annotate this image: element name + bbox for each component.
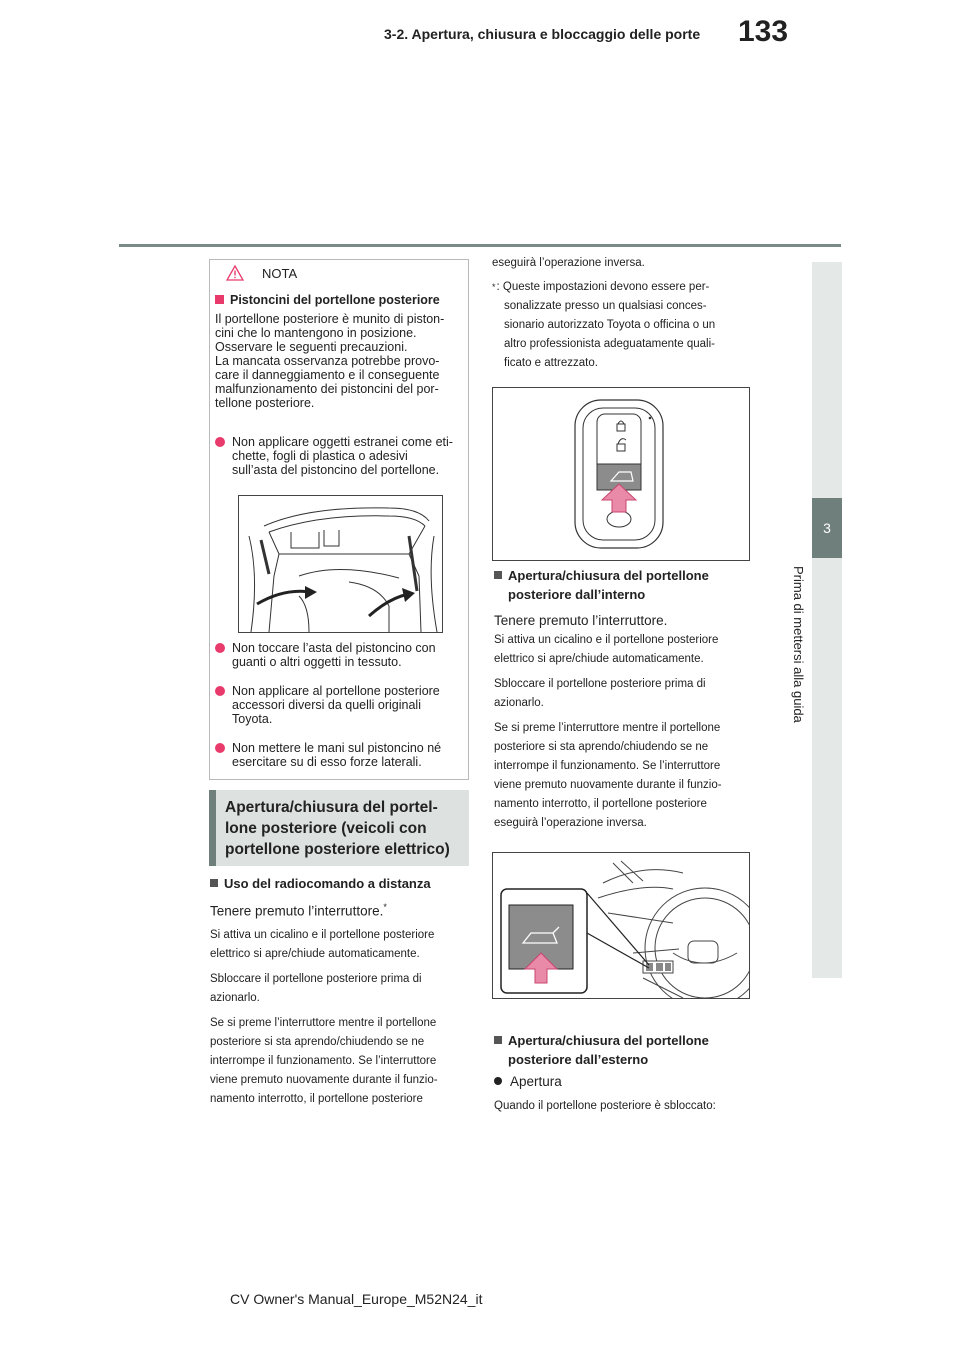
tailgate-strut-drawing <box>239 496 442 632</box>
body-line: viene premuto nuovamente durante il funzio- <box>494 779 722 791</box>
footer-text: CV Owner's Manual_Europe_M52N24_it <box>230 1291 483 1307</box>
remote-lead-text: Tenere premuto l’interruttore. <box>210 903 384 919</box>
key-fob-illustration <box>492 387 750 561</box>
chapter-tab: 3 <box>812 498 842 558</box>
bullet-dot-icon <box>215 743 225 753</box>
body-line: Se si preme l’interruttore mentre il portellone <box>210 1017 437 1029</box>
body-line: posteriore si sta aprendo/chiudendo se ne <box>494 741 709 753</box>
square-bullet-icon <box>215 295 224 304</box>
remote-lead <box>210 902 387 919</box>
bullet-dot-icon <box>215 643 225 653</box>
remote-heading <box>210 874 431 893</box>
page-number: 133 <box>738 15 789 48</box>
header-rule <box>119 244 841 247</box>
nota-bullet <box>215 641 463 669</box>
body-line: elettrico si apre/chiude automaticamente. <box>494 653 704 665</box>
footnote-mark: * <box>492 282 496 292</box>
nota-bullet-text: Non toccare l’asta del pistoncino con guanti o altri oggetti in tessuto. <box>232 641 436 669</box>
remote-heading-text: Uso del radiocomando a distanza <box>224 876 431 891</box>
body-line: Sbloccare il portellone posteriore prima di <box>494 678 706 690</box>
body-line: azionarlo. <box>210 992 260 1004</box>
body-line: Sbloccare il portellone posteriore prima di <box>210 973 422 985</box>
nota-intro: Il portellone posteriore è munito di piston- cini che lo mantengono in posizione. Osservare le seguenti precauzioni. La mancata osservanza potrebbe provo- care il danneggiamento e il conseguente malfunzionamento dei pistoncini del por- tellone posteriore. <box>215 312 445 410</box>
bullet-dot-icon <box>215 686 225 696</box>
dashboard-switch-drawing <box>493 853 749 998</box>
body-line: Si attiva un cicalino e il portellone posteriore <box>210 929 435 941</box>
footnote-line: : Queste impostazioni devono essere per- <box>496 281 710 293</box>
outside-heading-text: Apertura/chiusura del portellone <box>508 1033 709 1048</box>
continuation-text: eseguirà l’operazione inversa. <box>492 257 645 269</box>
nota-bullet-text: Non mettere le mani sul pistoncino né esercitare su di esso forze laterali. <box>232 741 442 769</box>
dashboard-switch-illustration <box>492 852 750 999</box>
square-bullet-icon <box>494 1036 502 1044</box>
outside-heading <box>494 1031 709 1069</box>
section-heading-band <box>209 790 469 866</box>
inside-heading-text: posteriore dall’interno <box>508 587 646 602</box>
footnote-line: ficato e attrezzato. <box>504 357 598 369</box>
nota-bullet <box>215 741 463 769</box>
bullet-dot-icon <box>215 437 225 447</box>
nota-bullet-text: Non applicare oggetti estranei come eti- chette, fogli di plastica o adesivi sull’asta del pistoncino del portellone. <box>232 435 453 477</box>
footnote-line: sionario autorizzato Toyota o officina o un <box>504 319 716 331</box>
nota-subheading-text: Pistoncini del portellone posteriore <box>230 293 440 307</box>
nota-box <box>209 259 469 780</box>
body-line: interrompe il funzionamento. Se l’interruttore <box>210 1055 437 1067</box>
square-bullet-icon <box>210 879 218 887</box>
body-line: elettrico si apre/chiude automaticamente. <box>210 948 420 960</box>
inside-body <box>494 631 749 833</box>
nota-bullet-text: Non applicare al portellone posteriore accessori diversi da quelli originali Toyota. <box>232 684 440 726</box>
body-line: viene premuto nuovamente durante il funzio- <box>210 1074 438 1086</box>
footnote-line: sonalizzate presso un qualsiasi conces- <box>504 300 707 312</box>
body-line: posteriore si sta aprendo/chiudendo se ne <box>210 1036 425 1048</box>
body-line: namento interrotto, il portellone posteriore <box>210 1093 423 1105</box>
inside-heading <box>494 566 709 604</box>
body-line: interrompe il funzionamento. Se l’interruttore <box>494 760 721 772</box>
chapter-bar-lower <box>812 558 842 978</box>
outside-heading-text: posteriore dall’esterno <box>508 1052 649 1067</box>
outside-line: Quando il portellone posteriore è sbloccato: <box>494 1100 716 1112</box>
nota-bullet <box>215 684 463 726</box>
outside-bullet-text: Apertura <box>510 1074 562 1089</box>
body-line: Se si preme l’interruttore mentre il portellone <box>494 722 721 734</box>
chapter-title-text: Prima di mettersi alla guida <box>791 566 806 723</box>
body-line: Si attiva un cicalino e il portellone posteriore <box>494 634 719 646</box>
footnote-mark: * <box>383 902 387 912</box>
body-line: namento interrotto, il portellone posteriore <box>494 798 707 810</box>
strut-illustration <box>238 495 443 633</box>
section-heading: Apertura/chiusura del portel- lone posteriore (veicoli con portellone posteriore elettrico) <box>225 799 450 858</box>
footnote-line: altro professionista adeguatamente quali- <box>504 338 715 350</box>
inside-lead: Tenere premuto l’interruttore. <box>494 613 668 628</box>
square-bullet-icon <box>494 571 502 579</box>
nota-label: NOTA <box>262 266 298 281</box>
nota-subheading <box>215 293 440 307</box>
section-title: 3-2. Apertura, chiusura e bloccaggio delle porte <box>384 26 701 42</box>
body-line: azionarlo. <box>494 697 544 709</box>
inside-heading-text: Apertura/chiusura del portellone <box>508 568 709 583</box>
warning-triangle-icon <box>226 265 244 281</box>
outside-bullet <box>494 1074 562 1089</box>
chapter-title <box>784 566 814 746</box>
footnote <box>492 278 752 373</box>
bullet-dot-icon <box>494 1077 502 1085</box>
key-fob-drawing <box>493 388 749 560</box>
body-line: eseguirà l’operazione inversa. <box>494 817 647 829</box>
nota-header <box>210 260 468 286</box>
chapter-bar <box>812 262 842 498</box>
remote-body <box>210 926 460 1109</box>
nota-bullet <box>215 435 463 477</box>
